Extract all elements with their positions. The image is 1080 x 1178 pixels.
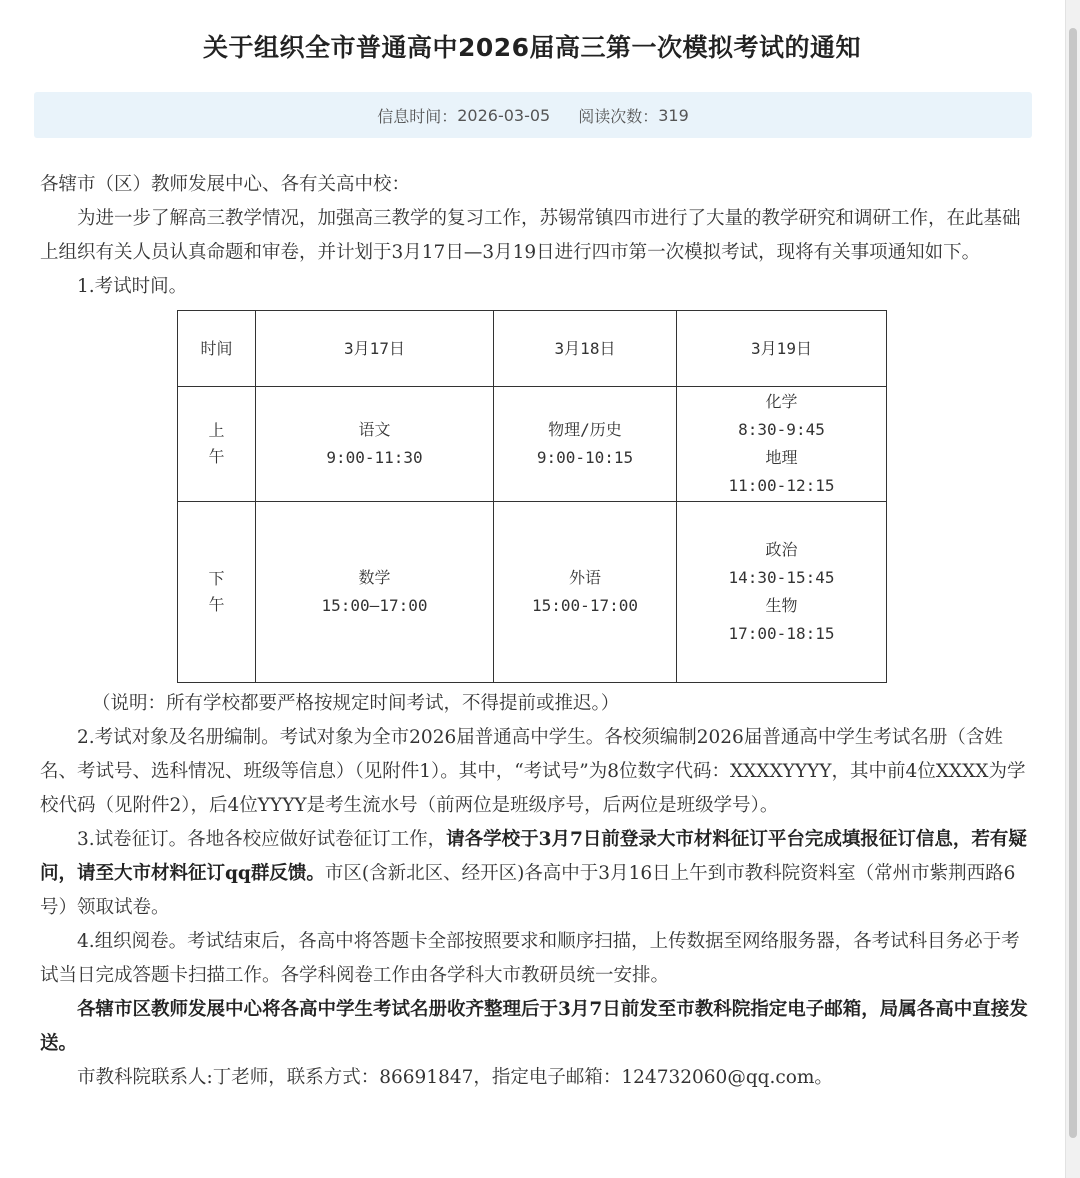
info-time-value: 2026-03-05 — [457, 105, 551, 125]
table-cell — [494, 502, 677, 683]
bold-paragraph — [40, 993, 1030, 1061]
table-cell — [256, 387, 494, 502]
info-views-value: 319 — [658, 105, 689, 125]
item2-paragraph: 2.考试对象及名册编制。考试对象为全市2026届普通高中学生。各校须编制2026届普通高中学生考试名册（含姓名、考试号、选科情况、班级等信息）（见附件1）。其中，“考试号”为8位数字代码：XXXXYYYY，其中前4位XXXX为学校代码（见附件2），后4位YYYY是考生流水号（前两位是班级序号，后两位是班级学号）。 — [40, 727, 1026, 816]
table-header-day2: 3月18日 — [494, 311, 677, 387]
subject: 化学 — [765, 392, 798, 411]
subject: 物理/历史 — [548, 420, 622, 439]
item3-text-tail: 市区(含新北区、经开区)各高中于3月16日上午到市教科院资料室（常州市紫荆西路6号）领取试卷。 — [40, 863, 1016, 918]
afternoon-label — [178, 502, 256, 683]
info-bar — [34, 92, 1032, 138]
subject: 生物 — [765, 596, 798, 615]
info-views-label: 阅读次数： — [578, 106, 659, 126]
morning-label-char: 午 — [208, 447, 225, 466]
table-header-day1: 3月17日 — [256, 311, 494, 387]
afternoon-label-char: 午 — [208, 595, 225, 614]
exam-time: 14:30-15:45 — [728, 568, 835, 587]
exam-time: 17:00-18:15 — [728, 624, 835, 643]
exam-schedule-table — [177, 310, 887, 683]
morning-label-char: 上 — [208, 421, 225, 440]
item3-paragraph — [40, 823, 1030, 925]
info-time-label: 信息时间： — [377, 106, 458, 126]
scrollbar-thumb[interactable] — [1069, 28, 1077, 1138]
table-cell — [677, 502, 887, 683]
subject: 地理 — [765, 448, 798, 467]
subject: 语文 — [358, 420, 391, 439]
table-header-day3: 3月19日 — [677, 311, 887, 387]
exam-time: 11:00-12:15 — [728, 476, 835, 495]
exam-time: 15:00—17:00 — [321, 596, 428, 615]
table-cell — [256, 502, 494, 683]
exam-time: 15:00-17:00 — [532, 596, 638, 615]
item1-heading: 1.考试时间。 — [77, 276, 188, 297]
table-header-time: 时间 — [178, 311, 256, 387]
item3-text: 3.试卷征订。各地各校应做好试卷征订工作， — [77, 829, 447, 850]
item4-paragraph: 4.组织阅卷。考试结束后，各高中将答题卡全部按照要求和顺序扫描，上传数据至网络服务器，各考试科目务必于考试当日完成答题卡扫描工作。各学科阅卷工作由各学科大市教研员统一安排。 — [40, 931, 1020, 986]
item3-bold-text: 请各学校于3月7日前登录大市材料征订平台完成填报征订信息，若有疑问，请至大市材料征订qq群反馈。 — [40, 829, 1027, 884]
subject: 数学 — [358, 568, 391, 587]
table-cell — [677, 387, 887, 502]
subject: 外语 — [568, 568, 601, 587]
vertical-scrollbar[interactable] — [1065, 0, 1080, 1178]
article-body — [40, 168, 1030, 1095]
subject: 政治 — [765, 540, 798, 559]
contact-paragraph: 市教科院联系人:丁老师，联系方式：86691847，指定电子邮箱：124732060@qq.com。 — [77, 1067, 833, 1088]
schedule-note: （说明：所有学校都要严格按规定时间考试，不得提前或推迟。） — [92, 693, 620, 714]
table-cell — [494, 387, 677, 502]
exam-time: 8:30-9:45 — [738, 420, 825, 439]
salutation: 各辖市（区）教师发展中心、各有关高中校： — [40, 174, 411, 195]
exam-time: 9:00-11:30 — [326, 448, 423, 467]
afternoon-label-char: 下 — [208, 569, 225, 588]
page-title: 关于组织全市普通高中2026届高三第一次模拟考试的通知 — [202, 33, 862, 62]
morning-label — [178, 387, 256, 502]
bold-paragraph-text: 各辖市区教师发展中心将各高中学生考试名册收齐整理后于3月7日前发至市教科院指定电子邮箱，局属各高中直接发送。 — [40, 999, 1028, 1054]
intro-paragraph: 为进一步了解高三教学情况，加强高三教学的复习工作，苏锡常镇四市进行了大量的教学研究和调研工作，在此基础上组织有关人员认真命题和审卷，并计划于3月17日—3月19日进行四市第一次模拟考试，现将有关事项通知如下。 — [40, 208, 1021, 263]
exam-time: 9:00-10:15 — [536, 448, 634, 467]
